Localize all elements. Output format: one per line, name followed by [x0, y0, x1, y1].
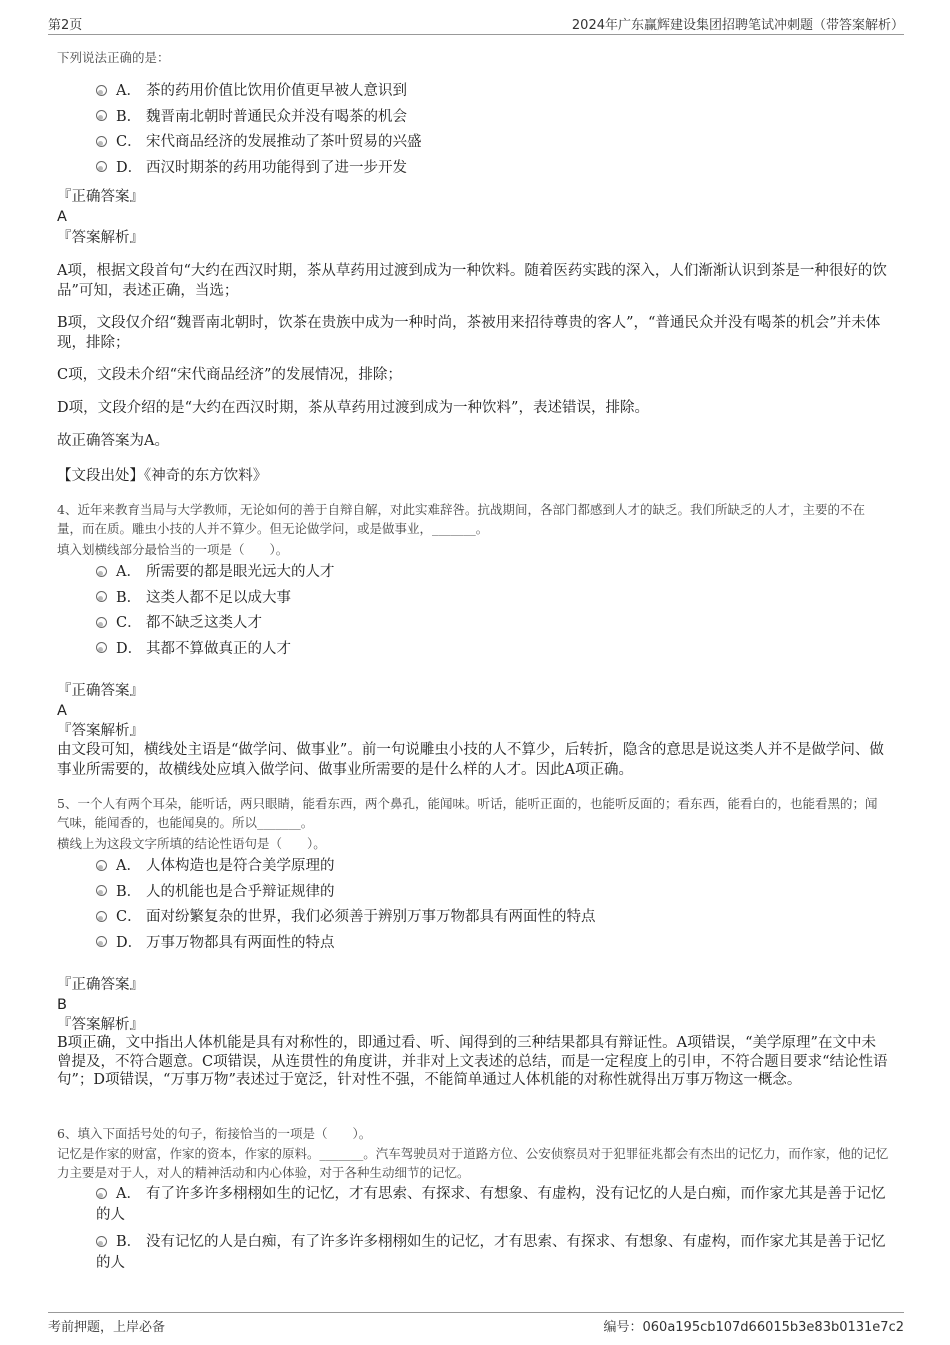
q3-analysis-b: B项，文段仅介绍“魏晋南北朝时，饮茶在贵族中成为一种时尚，茶被用来招待尊贵的客人”，“普通民众并没有喝茶的机会”并未体现，排除；: [57, 315, 881, 351]
page-number: 第2页: [48, 18, 83, 33]
radio-icon[interactable]: [96, 911, 107, 922]
q3-answer: A: [57, 209, 67, 225]
q3-conclusion: 故正确答案为A。: [57, 433, 169, 449]
radio-icon[interactable]: [96, 110, 107, 121]
q5-answer: B: [57, 997, 67, 1013]
q5-analysis: B项正确，文中指出人体机能是具有对称性的，即通过看、听、闻得到的三种结果都具有辩证性。A项错误，“美学原理”在文中未曾提及，不符合题意。C项错误，从连贯性的角度讲，并非对上文表述的总结，而是一定程度上的引申，不符合题目要求“结论性语句”；D项错误，“万事万物”表述过于宽泛，针对性不强，不能简单通过人体机能的对称性就得出万事万物这一概念。: [57, 1035, 888, 1088]
q4-option-b[interactable]: B． 这类人都不足以成大事: [96, 586, 896, 612]
q3-source: 【文段出处】《神奇的东方饮料》: [57, 468, 268, 484]
q4-analysis: 由文段可知，横线处主语是“做学问、做事业”。前一句说雕虫小技的人不算少，后转折，隐含的意思是说这类人并不是做学问、做事业所需要的，故横线处应填入做学问、做事业所需要的是什么样的人才。因此A项正确。: [57, 742, 884, 778]
q4-options: [96, 560, 896, 662]
q4-option-a[interactable]: A． 所需要的都是眼光远大的人才: [96, 560, 896, 586]
q6-prompt: 6、填入下面括号处的句子，衔接恰当的一项是（ ）。: [57, 1126, 372, 1141]
radio-icon[interactable]: [96, 136, 107, 147]
q4-analysis-label: 『答案解析』: [57, 723, 144, 739]
q6-option-a[interactable]: A． 有了许多许多栩栩如生的记忆，才有思索、有探求、有想象、有虚构，没有记忆的人是白痴，而作家尤其是善于记忆的人: [96, 1186, 886, 1223]
page-footer: [48, 1312, 904, 1339]
radio-icon[interactable]: [96, 1236, 107, 1247]
q4-answer-label: 『正确答案』: [57, 683, 144, 699]
q5-option-c[interactable]: C． 面对纷繁复杂的世界，我们必须善于辨别万事万物都具有两面性的特点: [96, 905, 896, 931]
q5-analysis-label: 『答案解析』: [57, 1017, 144, 1033]
q3-analysis-label: 『答案解析』: [57, 230, 144, 246]
q4-stem: 4、近年来教育当局与大学教师，无论如何的善于自辩自解，对此实难辞咎。抗战期间，各部门都感到人才的缺乏。我们所缺乏的人才，主要的不在量，而在质。雕虫小技的人并不算少。但无论做学问，或是做事业，_______。: [57, 502, 865, 536]
q4-prompt: 填入划横线部分最恰当的一项是（ ）。: [57, 542, 289, 557]
radio-icon[interactable]: [96, 1188, 107, 1199]
q6-stem: 记忆是作家的财富，作家的资本，作家的原料。_______。汽车驾驶员对于道路方位、公安侦察员对于犯罪征兆都会有杰出的记忆力，而作家，他的记忆力主要是对于人，对人的精神活动和内心体验，对于各种生动细节的记忆。: [57, 1146, 889, 1180]
q3-option-a[interactable]: A． 茶的药用价值比饮用价值更早被人意识到: [96, 79, 896, 105]
q5-option-d[interactable]: D． 万事万物都具有两面性的特点: [96, 931, 896, 957]
q4-option-c[interactable]: C． 都不缺乏这类人才: [96, 611, 896, 637]
footer-slogan: 考前押题，上岸必备: [48, 1320, 166, 1335]
q6-option-b[interactable]: B． 没有记忆的人是白痴，有了许多许多栩栩如生的记忆，才有思索、有探求、有想象、有虚构，而作家尤其是善于记忆的人: [96, 1234, 886, 1271]
radio-icon[interactable]: [96, 936, 107, 947]
q3-prompt: 下列说法正确的是：: [57, 50, 170, 65]
q5-stem: 5、一个人有两个耳朵，能听话，两只眼睛，能看东西，两个鼻孔，能闻味。听话，能听正面的，也能听反面的；看东西，能看白的，也能看黑的；闻气味，能闻香的，也能闻臭的。所以_______。: [57, 796, 878, 830]
q3-answer-label: 『正确答案』: [57, 189, 144, 205]
radio-icon[interactable]: [96, 860, 107, 871]
document-title: 2024年广东赢辉建设集团招聘笔试冲刺题（带答案解析）: [571, 18, 904, 33]
radio-icon[interactable]: [96, 566, 107, 577]
radio-icon[interactable]: [96, 885, 107, 896]
q5-answer-label: 『正确答案』: [57, 977, 144, 993]
q5-option-b[interactable]: B． 人的机能也是合乎辩证规律的: [96, 880, 896, 906]
q5-options: [96, 854, 896, 956]
document-code: 编号：060a195cb107d66015b3e83b0131e7c2: [603, 1320, 904, 1335]
q3-option-b[interactable]: B． 魏晋南北朝时普通民众并没有喝茶的机会: [96, 105, 896, 131]
q3-option-d[interactable]: D． 西汉时期茶的药用功能得到了进一步开发: [96, 156, 896, 182]
radio-icon[interactable]: [96, 161, 107, 172]
q6-options: [96, 1184, 886, 1280]
page-header: [48, 12, 904, 35]
radio-icon[interactable]: [96, 642, 107, 653]
q4-option-d[interactable]: D． 其都不算做真正的人才: [96, 637, 896, 663]
q3-analysis-d: D项，文段介绍的是“大约在西汉时期，茶从草药用过渡到成为一种饮料”，表述错误，排除。: [57, 400, 649, 416]
radio-icon[interactable]: [96, 85, 107, 96]
q4-answer: A: [57, 703, 67, 719]
q3-option-c[interactable]: C． 宋代商品经济的发展推动了茶叶贸易的兴盛: [96, 130, 896, 156]
q3-options: [96, 79, 896, 181]
q5-prompt: 横线上为这段文字所填的结论性语句是（ ）。: [57, 836, 326, 851]
q3-analysis-a: A项，根据文段首句“大约在西汉时期，茶从草药用过渡到成为一种饮料。随着医药实践的深入，人们渐渐认识到茶是一种很好的饮品”可知，表述正确，当选；: [57, 263, 887, 299]
q5-option-a[interactable]: A． 人体构造也是符合美学原理的: [96, 854, 896, 880]
radio-icon[interactable]: [96, 617, 107, 628]
q3-analysis-c: C项，文段未介绍“宋代商品经济”的发展情况，排除；: [57, 367, 402, 383]
radio-icon[interactable]: [96, 591, 107, 602]
